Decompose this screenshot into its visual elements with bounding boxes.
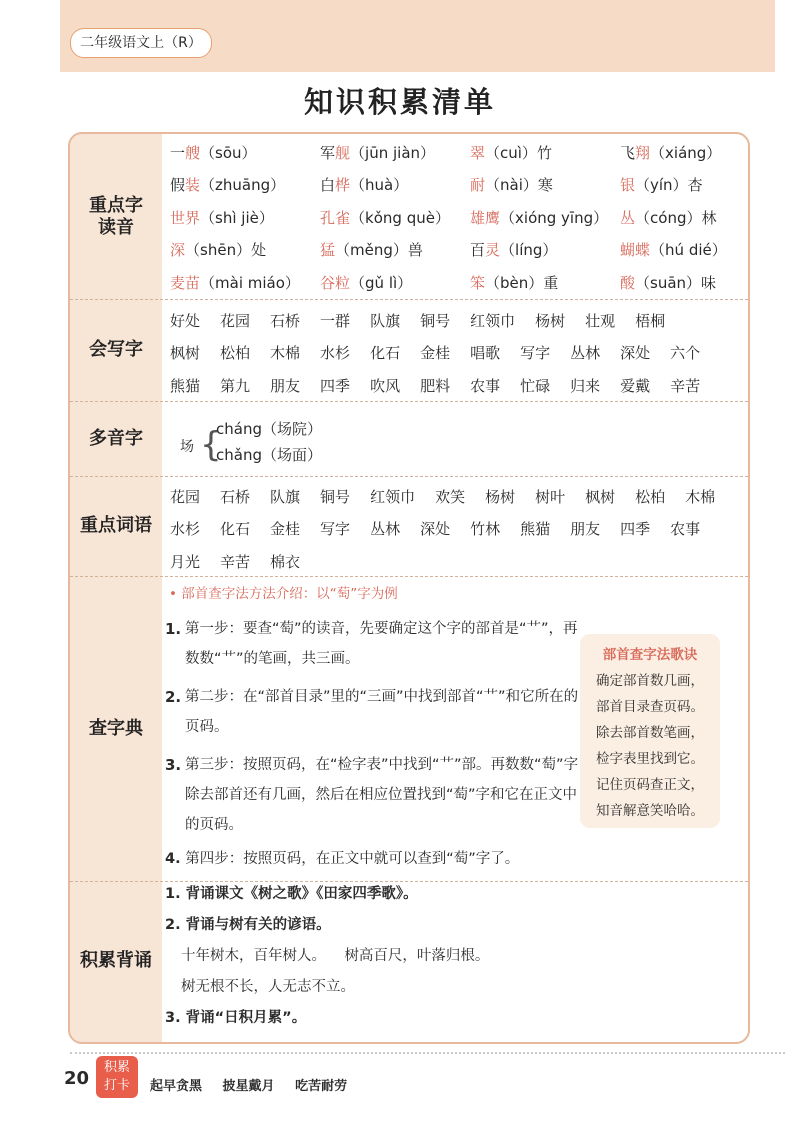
- reading-item: 假装（zhuāng）: [170, 176, 286, 195]
- word-item: 吹风: [370, 376, 401, 395]
- word-item: 写字: [520, 344, 551, 363]
- duoyin-char: 场: [180, 439, 194, 455]
- word-item: 化石: [220, 520, 251, 539]
- song-line: 记住页码查正文，: [596, 777, 704, 793]
- word-item: 壮观: [585, 311, 616, 330]
- word-item: 石桥: [220, 487, 251, 506]
- word-row: [170, 369, 740, 402]
- reading-item: 百灵（líng）: [470, 241, 558, 260]
- word-item: 辛苦: [220, 552, 251, 571]
- reading-item: 谷粒（gǔ lì）: [320, 273, 413, 292]
- word-item: 杨树: [535, 311, 566, 330]
- word-item: 枫树: [170, 344, 201, 363]
- word-item: 金桂: [270, 520, 301, 539]
- word-item: 石桥: [270, 311, 301, 330]
- chazidian-steps: [165, 582, 585, 848]
- word-row: [170, 545, 740, 578]
- label-chazidian: 查字典: [89, 717, 143, 739]
- reading-item: 笨（bèn）重: [470, 273, 559, 292]
- word-item: 一群: [320, 311, 351, 330]
- word-item: 朋友: [270, 376, 301, 395]
- word-item: 六个: [670, 344, 701, 363]
- proverb-line: 树无根不长，人无志不立。: [181, 979, 355, 995]
- proverb-line: 十年树木，百年树人。 树高百尺，叶落归根。: [181, 948, 490, 964]
- reading-item: 世界（shì jiè）: [170, 208, 274, 227]
- song-title: 部首查字法歌诀: [602, 647, 698, 663]
- word-item: 木棉: [685, 487, 716, 506]
- reading-row: [170, 234, 740, 267]
- step-item: 3. 第三步：按照页码，在“检字表”中找到“艹”部。再数数“萄”字除去部首还有几画，然后在相应位置找到“萄”字和它在正文中的页码。: [165, 756, 579, 833]
- word-item: 丛林: [370, 520, 401, 539]
- word-item: 花园: [220, 311, 251, 330]
- knowledge-card: [68, 132, 750, 1044]
- word-item: 竹林: [470, 520, 501, 539]
- reading-item: 军舰（jūn jiàn）: [320, 143, 436, 162]
- word-item: 农事: [670, 520, 701, 539]
- word-item: 金桂: [420, 344, 451, 363]
- jilei-block: [165, 879, 725, 1034]
- reading-row: [170, 266, 740, 299]
- idiom: 吃苦耐劳: [295, 1079, 348, 1094]
- word-item: 农事: [470, 376, 501, 395]
- reading-item: 银（yín）杏: [620, 176, 703, 195]
- word-item: 深处: [620, 344, 651, 363]
- reading-item: 飞翔（xiáng）: [620, 143, 722, 162]
- song-line: 除去部首数笔画，: [596, 725, 704, 741]
- word-item: 化石: [370, 344, 401, 363]
- reading-item: 猛（měng）兽: [320, 241, 423, 260]
- word-item: 水杉: [320, 344, 351, 363]
- page-number: 20: [64, 1068, 90, 1089]
- idiom: 起早贪黑: [150, 1079, 203, 1094]
- footer-idioms: [150, 1075, 363, 1094]
- divider: [70, 299, 748, 300]
- huixie-grid: [170, 304, 740, 402]
- word-item: 好处: [170, 311, 201, 330]
- word-item: 红领巾: [470, 311, 516, 330]
- word-item: 忙碌: [520, 376, 551, 395]
- reading-item: 翠（cuì）竹: [470, 143, 552, 162]
- word-item: 爱戴: [620, 376, 651, 395]
- ciyu-grid: [170, 480, 740, 578]
- reading-item: 麦苗（mài miáo）: [170, 273, 300, 292]
- word-item: 月光: [170, 552, 201, 571]
- reading-row: [170, 136, 740, 169]
- label-ciyu: 重点词语: [80, 515, 152, 536]
- word-item: 水杉: [170, 520, 201, 539]
- divider: [70, 476, 748, 477]
- jilei-line: 2. 背诵与树有关的谚语。: [165, 917, 331, 933]
- footer-divider: [70, 1052, 785, 1054]
- word-item: 松柏: [220, 344, 251, 363]
- word-item: 唱歌: [470, 344, 501, 363]
- word-item: 红领巾: [370, 487, 416, 506]
- method-tip: • 部首查字法方法介绍：以“萄”字为例: [169, 586, 398, 602]
- idiom: 披星戴月: [222, 1079, 275, 1094]
- reading-item: 孔雀（kǒng què）: [320, 208, 450, 227]
- grade-tab: 二年级语文上（R）: [70, 28, 212, 58]
- word-row: [170, 513, 740, 546]
- label-zhongdian: 重点字读音: [89, 194, 143, 238]
- song-box: [580, 634, 720, 828]
- word-item: 花园: [170, 487, 201, 506]
- step-item: 4. 第四步：按照页码，在正文中就可以查到“萄”字了。: [165, 851, 520, 867]
- word-item: 辛苦: [670, 376, 701, 395]
- reading-item: 雄鹰（xióng yīng）: [470, 208, 609, 227]
- label-duoyin: 多音字: [89, 427, 143, 449]
- duoyin-reading: cháng（场院）: [216, 420, 322, 438]
- reading-item: 一艘（sōu）: [170, 143, 257, 162]
- word-item: 四季: [320, 376, 351, 395]
- word-item: 熊猫: [520, 520, 551, 539]
- word-row: [170, 337, 740, 370]
- word-item: 第九: [220, 376, 251, 395]
- word-item: 铜号: [420, 311, 451, 330]
- word-item: 枫树: [585, 487, 616, 506]
- reading-item: 深（shēn）处: [170, 241, 267, 260]
- duoyin-block: [180, 416, 480, 476]
- step-item: 2. 第二步：在“部首目录”里的“三画”中找到部首“艹”和它所在的页码。: [165, 688, 579, 735]
- word-item: 丛林: [570, 344, 601, 363]
- word-item: 欢笑: [435, 487, 466, 506]
- word-row: [170, 304, 740, 337]
- song-line: 检字表里找到它。: [596, 751, 704, 767]
- label-jilei: 积累背诵: [80, 950, 152, 971]
- reading-item: 丛（cóng）林: [620, 208, 717, 227]
- word-item: 队旗: [370, 311, 401, 330]
- song-line: 部首目录查页码。: [596, 699, 704, 715]
- jilei-line: 1. 背诵课文《树之歌》《田家四季歌》。: [165, 886, 418, 902]
- word-item: 梧桐: [635, 311, 666, 330]
- reading-item: 白桦（huà）: [320, 176, 409, 195]
- header-scallop: [60, 60, 775, 82]
- step-item: 1. 第一步：要查“萄”的读音，先要确定这个字的部首是“艹”，再数数“艹”的笔画，共三画。: [165, 620, 578, 667]
- word-item: 杨树: [485, 487, 516, 506]
- word-item: 深处: [420, 520, 451, 539]
- word-item: 铜号: [320, 487, 351, 506]
- brace-icon: {: [200, 425, 222, 465]
- word-item: 归来: [570, 376, 601, 395]
- reading-item: 耐（nài）寒: [470, 176, 553, 195]
- word-item: 棉衣: [270, 552, 301, 571]
- word-item: 四季: [620, 520, 651, 539]
- word-item: 木棉: [270, 344, 301, 363]
- word-row: [170, 480, 740, 513]
- reading-item: 蝴蝶（hú dié）: [620, 241, 727, 260]
- duoyin-reading: chǎng（场面）: [216, 446, 322, 464]
- word-item: 树叶: [535, 487, 566, 506]
- reading-item: 酸（suān）味: [620, 273, 717, 292]
- jilei-line: 3. 背诵“日积月累”。: [165, 1010, 307, 1026]
- readings-grid: [170, 136, 740, 299]
- word-item: 肥料: [420, 376, 451, 395]
- word-item: 熊猫: [170, 376, 201, 395]
- word-item: 队旗: [270, 487, 301, 506]
- word-item: 朋友: [570, 520, 601, 539]
- label-huixie: 会写字: [89, 339, 143, 360]
- word-item: 写字: [320, 520, 351, 539]
- reading-row: [170, 201, 740, 234]
- song-line: 确定部首数几画，: [596, 673, 704, 689]
- reading-row: [170, 169, 740, 202]
- song-line: 知音解意笑哈哈。: [596, 803, 704, 819]
- checkin-badge: 积累 打卡: [96, 1056, 138, 1098]
- word-item: 松柏: [635, 487, 666, 506]
- page-title: 知识积累清单: [303, 85, 496, 119]
